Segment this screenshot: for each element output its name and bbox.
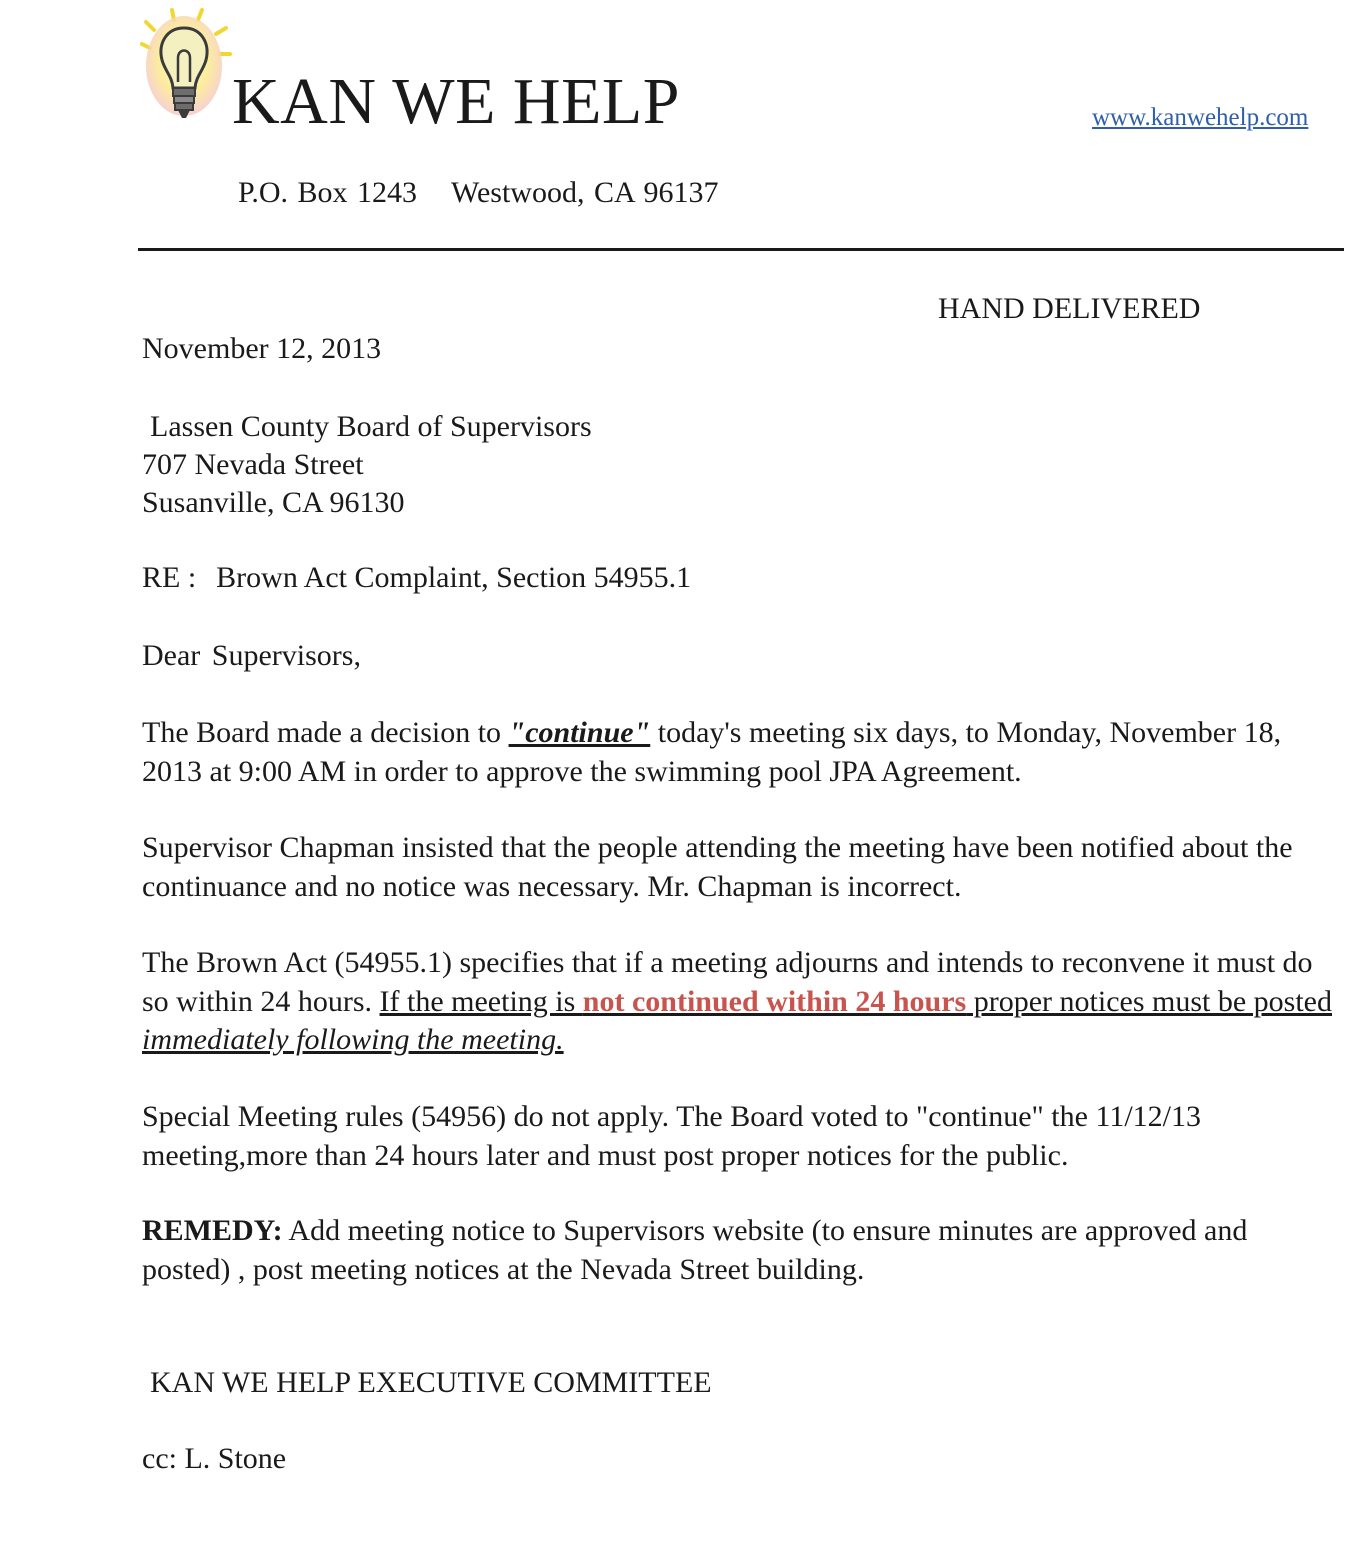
- remedy-label: REMEDY:: [142, 1214, 283, 1247]
- continue-emphasis: "continue": [508, 716, 651, 749]
- letter-date: November 12, 2013: [142, 332, 382, 365]
- cc-line: cc: L. Stone: [142, 1442, 287, 1475]
- brand-name: KAN WE HELP: [232, 65, 680, 138]
- lightbulb-icon: [140, 8, 232, 132]
- recipient-city: Susanville, CA 96130: [142, 486, 405, 519]
- p3-text: The Brown Act (54955.1) specifies that if a meeting adjourns and intends to reconvene it must do so within 24 hours.: [142, 946, 1313, 1018]
- subject-prefix: RE :: [142, 561, 197, 594]
- p1-text-before: The Board made a decision to: [142, 716, 509, 749]
- recipient-address: [142, 408, 592, 522]
- header-divider: [138, 248, 1344, 251]
- signature: KAN WE HELP EXECUTIVE COMMITTEE: [150, 1366, 712, 1399]
- paragraph-decision: [142, 714, 1342, 791]
- paragraph-chapman: Supervisor Chapman insisted that the people attending the meeting have been notified about the continuance and no notice was necessary. Mr. Chapman is incorrect.: [142, 831, 1293, 903]
- recipient-street: 707 Nevada Street: [142, 448, 364, 481]
- p3-underlined-1: If the meeting is: [379, 984, 583, 1018]
- paragraph-special-meeting: Special Meeting rules (54956) do not apply. The Board voted to "continue" the 11/12/13 meeting,more than 24 hours later and must post proper notices for the public.: [142, 1100, 1202, 1172]
- paragraph-remedy: [142, 1212, 1342, 1289]
- p1-text-after: today's meeting six days, to Monday, November 18, 2013 at 9:00 AM in order to approve the swimming pool JPA Agreement.: [142, 716, 1282, 788]
- p3-italic-underlined: immediately following the meeting.: [142, 1023, 564, 1056]
- salutation: Dear Supervisors,: [142, 639, 361, 672]
- p3-red-highlight: not continued within 24 hours: [582, 984, 967, 1018]
- po-box: P.O. Box 1243: [238, 176, 418, 209]
- delivery-note: HAND DELIVERED: [938, 292, 1201, 325]
- city-state-zip: Westwood, CA 96137: [451, 176, 719, 209]
- paragraph-brown-act: [142, 944, 1342, 1060]
- recipient-name: Lassen County Board of Supervisors: [150, 410, 592, 443]
- p3-underlined-2: proper notices must be posted: [966, 984, 1332, 1018]
- letterhead-address: [238, 176, 718, 210]
- remedy-text: Add meeting notice to Supervisors website (to ensure minutes are approved and posted) , post meeting notices at the Nevada Street building.: [142, 1214, 1248, 1286]
- subject-text: Brown Act Complaint, Section 54955.1: [216, 561, 692, 594]
- website-link[interactable]: www.kanwehelp.com: [1092, 104, 1309, 131]
- subject-line: [142, 561, 691, 595]
